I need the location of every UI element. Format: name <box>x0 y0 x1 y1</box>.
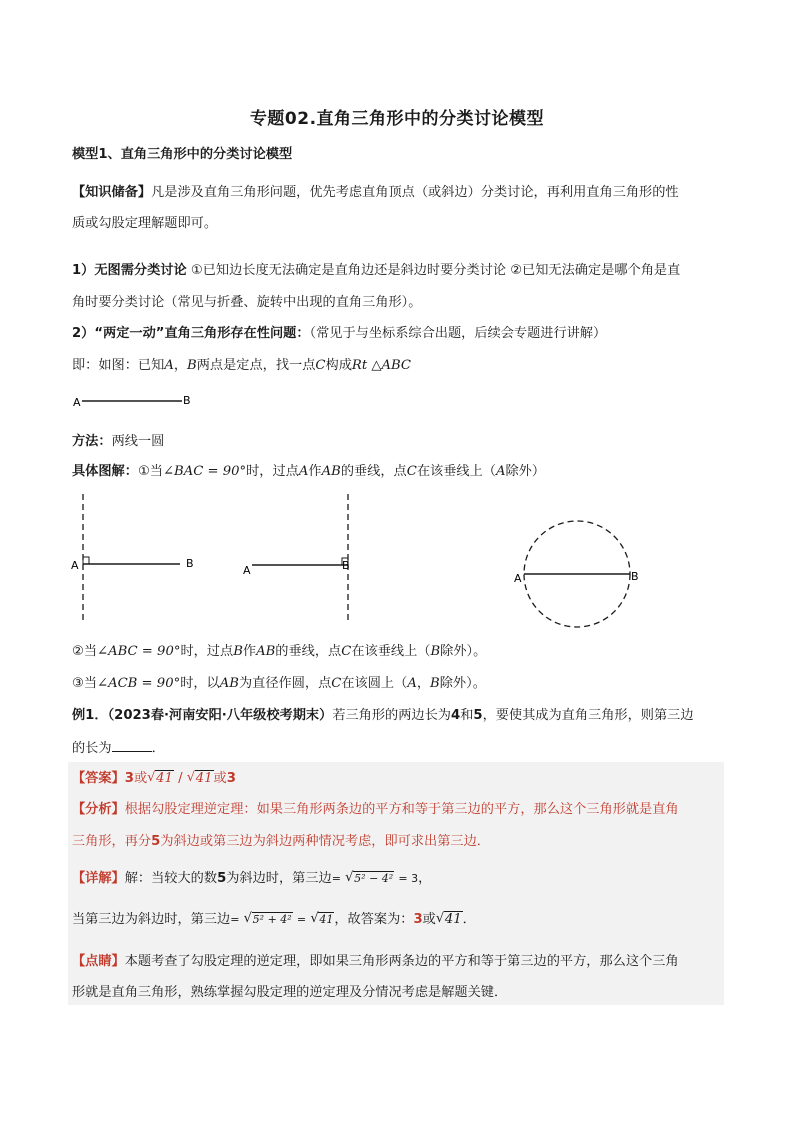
illus-c: C <box>406 464 417 479</box>
detail-line-2 <box>72 911 724 929</box>
case3-a: A <box>407 676 417 691</box>
analysis-n5: 5 <box>151 834 161 849</box>
case2-pre: ②当 <box>72 644 98 659</box>
example1-label: 例1． <box>72 708 108 723</box>
case2-end: 在该垂线上（ <box>351 644 431 659</box>
case3-tail: 除外）。 <box>439 676 486 691</box>
example1-source: （2023春·河南安阳·八年级校考期末） <box>107 708 333 723</box>
case2-excl: B <box>430 644 441 659</box>
illus-tail: 除外） <box>505 464 546 479</box>
detail-tag: 【详解】 <box>72 871 125 886</box>
figure-perpendicular-at-b <box>238 490 368 628</box>
intro-sep: ， <box>173 358 188 373</box>
point2-label: 2）“两定一动”直角三角形存在性问题： <box>72 326 310 341</box>
illus-mid3: 的垂线，点 <box>340 464 407 479</box>
analysis-line-2 <box>72 833 724 851</box>
case3-c: C <box>331 676 342 691</box>
analysis-text1: 根据勾股定理逆定理：如果三角形两条边的平方和等于第三边的平方，那么这个三角形就是直角 <box>124 802 679 817</box>
knowledge-tag: 【知识储备】 <box>72 185 152 200</box>
segment-ab-figure <box>70 390 200 414</box>
detail-n5: 5 <box>217 871 227 886</box>
detail-ans1: 3 <box>413 912 423 927</box>
intro-point-c: C <box>315 358 326 373</box>
method-label: 方法： <box>72 434 112 449</box>
example1-and: 和 <box>460 708 474 723</box>
right-angle-mark <box>83 557 89 564</box>
illus-point: A <box>298 464 309 479</box>
detail-eq2: = <box>230 913 240 926</box>
fig3-label-a: A <box>514 572 522 585</box>
case3-b: B <box>430 676 440 691</box>
analysis-text2b: 为斜边或第三边为斜边两种情况考虑，即可求出第三边． <box>160 834 490 849</box>
point1-text-1: ①已知边长度无法确定是直角边还是斜边时要分类讨论 ②已知无法确定是哪个角是直 <box>186 263 681 278</box>
detail-sqrt-4 <box>436 911 463 929</box>
case2-point: B <box>233 644 243 659</box>
answer-sqrt-2 <box>187 770 214 788</box>
example1-n4: 4 <box>451 708 461 723</box>
intro-triangle: △ABC <box>371 358 412 373</box>
intro-point-a: A <box>164 358 174 373</box>
intro-point-b: B <box>187 358 197 373</box>
point2-text: （常见于与坐标系综合出题，后续会专题进行讲解） <box>309 326 607 341</box>
case3-mid: 时，以 <box>180 676 220 691</box>
method-text: 两线一圆 <box>111 434 165 449</box>
detail-rad2: 5² + 4² <box>252 913 292 926</box>
answer-or: 或 <box>133 771 148 786</box>
point1-line-1 <box>72 262 724 280</box>
intro-rt: Rt <box>351 358 368 373</box>
analysis-text2a: 三角形，再分 <box>72 834 152 849</box>
case2-line <box>72 643 724 661</box>
illus-mid2: 作 <box>308 464 322 479</box>
analysis-line-1 <box>72 801 724 819</box>
answer-or2: 或 <box>213 771 227 786</box>
example1-line-1 <box>72 707 724 725</box>
detail-sqrt-1 <box>345 870 394 888</box>
fig1-label-a: A <box>71 559 79 572</box>
point1-label: 1）无图需分类讨论 <box>72 263 187 278</box>
illus-line <box>72 463 724 481</box>
detail-rad1: 5² − 4² <box>354 872 394 885</box>
comment-text-2: 形就是直角三角形，熟练掌握勾股定理的逆定理及分情况考虑是解题关键． <box>72 985 508 1000</box>
detail-text1b: 为斜边时，第三边 <box>226 871 332 886</box>
illus-end: 在该垂线上（ <box>416 464 496 479</box>
answer-v2: 3 <box>226 771 236 786</box>
detail-sqrt-3 <box>310 911 334 929</box>
case3-line <box>72 675 724 693</box>
detail-rad3: 41 <box>319 913 334 926</box>
case3-seg: AB <box>219 676 239 691</box>
fig3-label-b: B <box>631 570 639 583</box>
detail-comma: ， <box>418 871 432 886</box>
fig2-label-b: B <box>342 559 350 572</box>
answer-line <box>72 770 724 788</box>
comment-tag: 【点睛】 <box>72 954 125 969</box>
example1-text2: ，要使其成为直角三角形，则第三边 <box>482 708 694 723</box>
fig2-label-a: A <box>243 564 251 577</box>
detail-eq3: = <box>296 913 307 926</box>
example1-n5: 5 <box>473 708 483 723</box>
answer-slash: / <box>173 771 187 786</box>
case2-angle: ∠ABC = 90° <box>97 644 181 659</box>
detail-end: ． <box>462 912 476 927</box>
example1-end: ． <box>151 741 165 756</box>
case3-angle: ∠ACB = 90° <box>97 676 181 691</box>
example1-line2-text: 的长为 <box>72 741 112 756</box>
detail-eq1: = <box>331 872 341 885</box>
comment-line-1 <box>72 953 724 971</box>
page-title: 专题02.直角三角形中的分类讨论模型 <box>249 109 545 129</box>
detail-rad4: 41 <box>444 912 462 927</box>
illus-label: 具体图解： <box>72 464 138 479</box>
illus-mid: 时，过点 <box>246 464 299 479</box>
model-heading: 模型1、直角三角形中的分类讨论模型 <box>72 147 293 162</box>
detail-res1: = 3 <box>398 872 419 885</box>
knowledge-text-1: 凡是涉及直角三角形问题，优先考虑直角顶点（或斜边）分类讨论，再利用直角三角形的性 <box>151 185 679 200</box>
method-line <box>72 433 724 451</box>
answer-rad-2: 41 <box>195 771 213 786</box>
detail-text2a: 当第三边为斜边时，第三边 <box>72 912 231 927</box>
case3-sep: ， <box>416 676 431 691</box>
illus-case1-pre: ①当 <box>137 464 163 479</box>
intro-mid: 两点是定点，找一点 <box>196 358 316 373</box>
detail-text2b: ，故答案为： <box>334 912 414 927</box>
comment-text1: 本题考查了勾股定理的逆定理，即如果三角形两条边的平方和等于第三边的平方，那么这个三角 <box>124 954 679 969</box>
case3-end: 在该圆上（ <box>341 676 408 691</box>
fig1-label-b: B <box>186 557 194 570</box>
knowledge-line-1 <box>72 184 724 202</box>
answer-rad-1: 41 <box>156 771 173 786</box>
detail-or: 或 <box>422 912 436 927</box>
intro-lead: 即：如图：已知 <box>72 358 165 373</box>
case2-mid3: 的垂线，点 <box>275 644 342 659</box>
segment-label-b: B <box>183 394 191 407</box>
answer-sqrt-1 <box>147 770 174 788</box>
segment-label-a: A <box>73 396 81 409</box>
illus-angle: ∠BAC = 90° <box>162 464 247 479</box>
example-intro-line <box>72 357 724 375</box>
case2-seg: AB <box>256 644 276 659</box>
detail-line-1 <box>72 870 724 888</box>
detail-sqrt-2 <box>244 911 293 929</box>
example1-text1: 若三角形的两边长为 <box>332 708 451 723</box>
answer-blank <box>112 739 152 752</box>
case2-c: C <box>341 644 352 659</box>
intro-end: 构成 <box>325 358 352 373</box>
case2-mid: 时，过点 <box>180 644 234 659</box>
case3-mid2: 为直径作圆，点 <box>238 676 332 691</box>
case2-tail: 除外）。 <box>440 644 487 659</box>
figure-perpendicular-at-a <box>68 490 208 628</box>
detail-text1a: 解：当较大的数 <box>124 871 218 886</box>
answer-tag: 【答案】 <box>72 771 125 786</box>
answer-v1: 3 <box>124 771 134 786</box>
point1-text-2: 角时要分类讨论（常见与折叠、旋转中出现的直角三角形）。 <box>72 295 422 310</box>
illus-excl: A <box>495 464 506 479</box>
knowledge-text-2: 质或勾股定理解题即可。 <box>72 216 218 231</box>
case3-pre: ③当 <box>72 676 98 691</box>
example1-line-2 <box>72 739 724 758</box>
point2-line <box>72 325 724 343</box>
analysis-tag: 【分析】 <box>72 802 125 817</box>
case2-mid2: 作 <box>242 644 257 659</box>
figure-circle-diameter-ab <box>510 510 645 630</box>
illus-seg: AB <box>321 464 341 479</box>
